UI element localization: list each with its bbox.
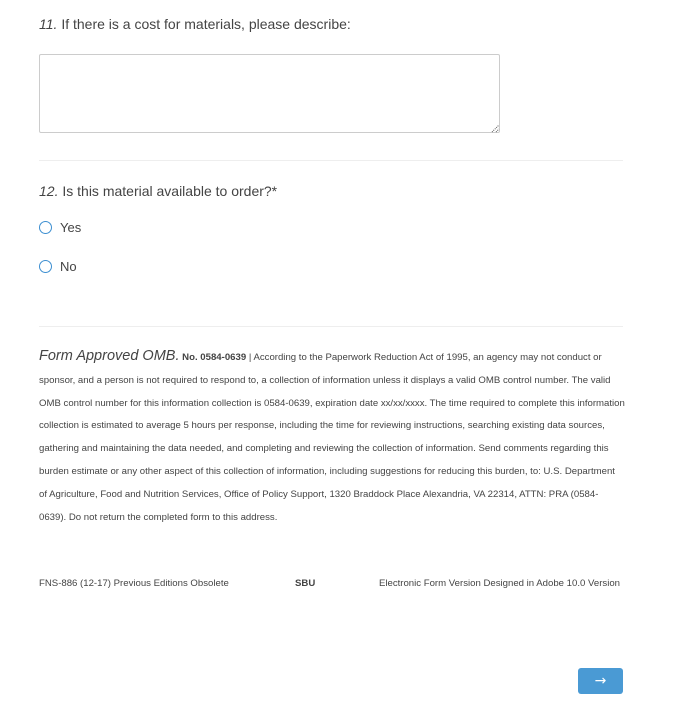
resize-handle-icon[interactable] <box>491 124 500 133</box>
section-divider <box>39 326 623 327</box>
material-cost-textarea[interactable] <box>39 54 500 133</box>
question-12-number: 12. <box>39 183 59 199</box>
footer-version: Electronic Form Version Designed in Adobe 10.0 Version <box>378 578 620 589</box>
footer-classification: SBU <box>295 578 316 589</box>
omb-notice-body: | According to the Paperwork Reduction Act of 1995, an agency may not conduct or sponsor, and a person is not required to respond to, a collection of information unless it displays a valid OMB control number. The valid OMB control number for this information collection is 0584-0639, expiration date xx/xx/xxxx. The time required to complete this information collection is estimated to average 5 hours per response, including the time for reviewing instructions, searching existing data sources, gathering and maintaining the data needed, and completing and reviewing the collection of information. Send comments regarding this burden estimate or any other aspect of this collection of information, including suggestions for reducing this burden, to: U.S. Department of Agriculture, Food and Nutrition Services, Office of Policy Support, 1320 Braddock Place Alexandria, VA 22314, ATTN: PRA (0584-0639). Do not return the completed form to this address. <box>39 352 625 523</box>
question-12-label <box>39 183 277 199</box>
omb-title: Form Approved OMB. <box>39 348 180 364</box>
radio-option-no[interactable] <box>39 257 77 275</box>
radio-label-no: No <box>60 258 77 274</box>
radio-option-yes[interactable] <box>39 218 81 236</box>
omb-number: No. 0584-0639 <box>182 352 247 363</box>
question-11-label <box>39 16 351 32</box>
section-divider <box>39 160 623 161</box>
radio-button-yes[interactable] <box>39 221 52 234</box>
radio-label-yes: Yes <box>60 219 82 235</box>
question-12-text: Is this material available to order?* <box>58 183 278 199</box>
next-button[interactable] <box>578 668 623 694</box>
form-footer <box>39 578 623 592</box>
arrow-right-icon: → <box>594 673 607 689</box>
question-11-number: 11. <box>39 16 58 32</box>
footer-form-id: FNS-886 (12-17) Previous Editions Obsolete <box>39 578 229 589</box>
omb-notice <box>39 345 625 529</box>
question-11-text: If there is a cost for materials, please describe: <box>57 16 351 32</box>
radio-button-no[interactable] <box>39 260 52 273</box>
